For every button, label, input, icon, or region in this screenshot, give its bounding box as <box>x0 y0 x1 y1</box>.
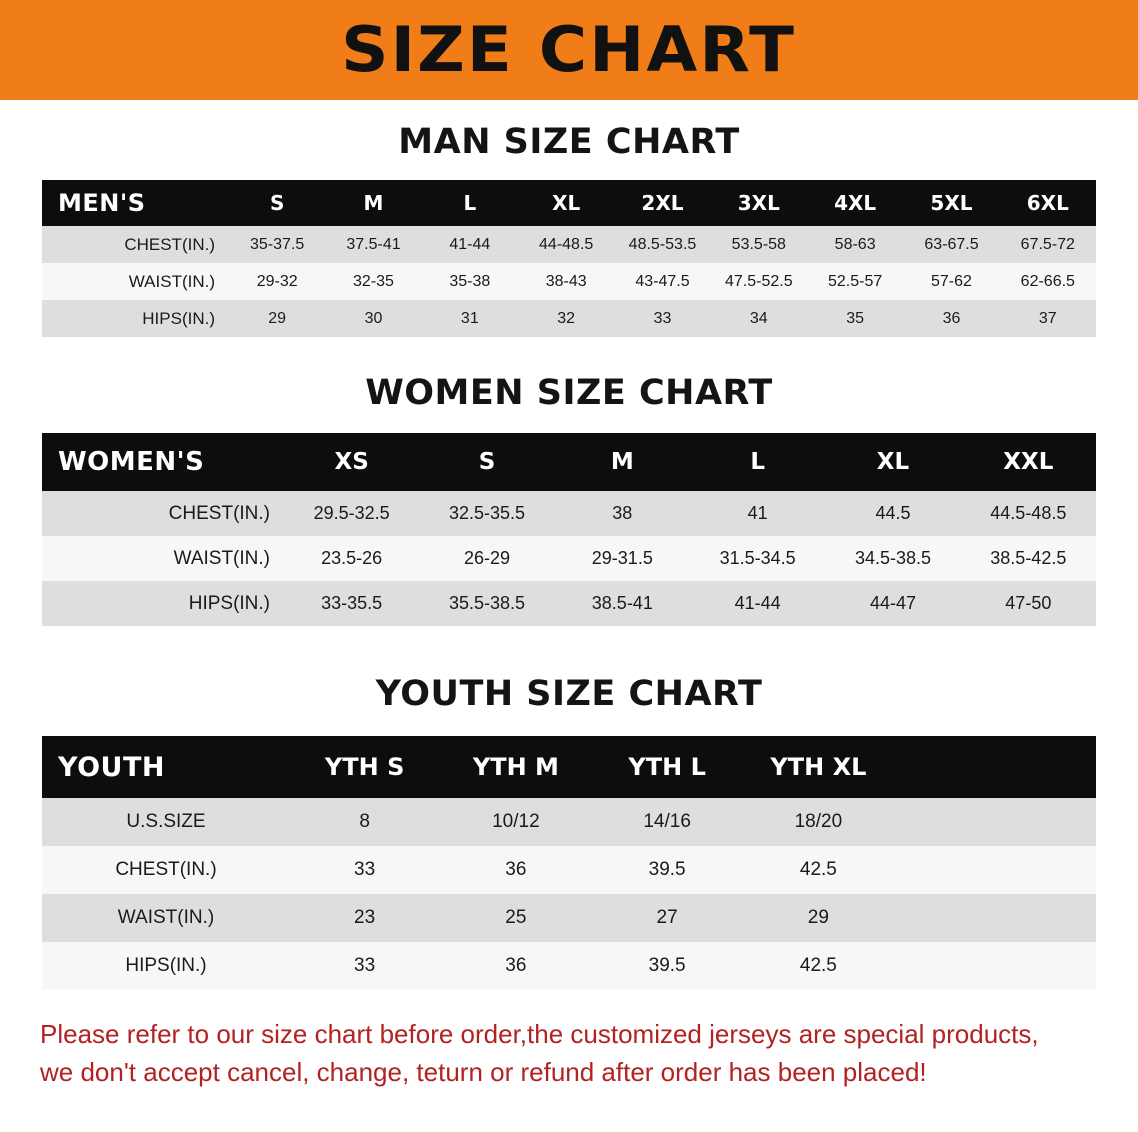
cell: 37.5-41 <box>325 226 421 263</box>
women-corner-header: WOMEN'S <box>42 433 284 491</box>
row-label: WAIST(IN.) <box>42 536 284 581</box>
table-header-row <box>42 180 1096 226</box>
cell: 36 <box>903 300 999 337</box>
cell: 48.5-53.5 <box>614 226 710 263</box>
man-size-header: 4XL <box>807 180 903 226</box>
cell: 41-44 <box>690 581 825 626</box>
youth-size-header: YTH M <box>440 736 591 798</box>
row-label: CHEST(IN.) <box>42 491 284 536</box>
table-row <box>42 894 1096 942</box>
cell: 30 <box>325 300 421 337</box>
cell: 37 <box>1000 300 1096 337</box>
women-size-header: XL <box>825 433 960 491</box>
disclaimer-note <box>40 1016 1098 1091</box>
cell: 10/12 <box>440 798 591 846</box>
cell: 33 <box>289 942 440 990</box>
table-row <box>42 846 1096 894</box>
cell: 35.5-38.5 <box>419 581 554 626</box>
table-row <box>42 300 1096 337</box>
cell: 29-32 <box>229 263 325 300</box>
table-row <box>42 491 1096 536</box>
cell: 41 <box>690 491 825 536</box>
table-header-row <box>42 433 1096 491</box>
cell: 26-29 <box>419 536 554 581</box>
man-size-header: XL <box>518 180 614 226</box>
cell: 35 <box>807 300 903 337</box>
table-row <box>42 263 1096 300</box>
women-size-header: XS <box>284 433 419 491</box>
row-label: U.S.SIZE <box>42 798 289 846</box>
youth-size-table <box>42 736 1096 990</box>
cell: 53.5-58 <box>711 226 807 263</box>
man-corner-header: MEN'S <box>42 180 229 226</box>
youth-size-header: YTH XL <box>743 736 894 798</box>
women-table-wrap <box>42 433 1096 626</box>
cell: 42.5 <box>743 942 894 990</box>
cell: 14/16 <box>592 798 743 846</box>
cell: 33 <box>614 300 710 337</box>
cell: 31.5-34.5 <box>690 536 825 581</box>
cell: 36 <box>440 846 591 894</box>
cell: 18/20 <box>743 798 894 846</box>
man-size-header: S <box>229 180 325 226</box>
youth-corner-header: YOUTH <box>42 736 289 798</box>
cell: 38.5-42.5 <box>961 536 1096 581</box>
row-label: WAIST(IN.) <box>42 894 289 942</box>
cell: 44-47 <box>825 581 960 626</box>
cell: 34.5-38.5 <box>825 536 960 581</box>
table-row <box>42 226 1096 263</box>
cell: 27 <box>592 894 743 942</box>
cell: 63-67.5 <box>903 226 999 263</box>
table-row <box>42 581 1096 626</box>
man-section-title: MAN SIZE CHART <box>398 122 740 162</box>
women-section-title: WOMEN SIZE CHART <box>365 373 773 413</box>
table-header-row <box>42 736 1096 798</box>
cell: 42.5 <box>743 846 894 894</box>
cell-empty <box>894 894 1096 942</box>
women-size-header: M <box>555 433 690 491</box>
youth-table-wrap <box>42 736 1096 990</box>
cell: 41-44 <box>422 226 518 263</box>
cell-empty <box>894 942 1096 990</box>
youth-spacer-header <box>894 736 1096 798</box>
cell: 29 <box>743 894 894 942</box>
cell: 52.5-57 <box>807 263 903 300</box>
cell: 35-37.5 <box>229 226 325 263</box>
cell: 38-43 <box>518 263 614 300</box>
cell: 33-35.5 <box>284 581 419 626</box>
disclaimer-line-2: we don't accept cancel, change, teturn or refund after order has been placed! <box>40 1056 927 1087</box>
cell: 36 <box>440 942 591 990</box>
row-label: HIPS(IN.) <box>42 300 229 337</box>
cell: 44.5 <box>825 491 960 536</box>
cell: 38.5-41 <box>555 581 690 626</box>
man-table-wrap <box>42 180 1096 337</box>
man-size-table <box>42 180 1096 337</box>
cell: 47-50 <box>961 581 1096 626</box>
cell: 32 <box>518 300 614 337</box>
cell: 43-47.5 <box>614 263 710 300</box>
table-row <box>42 536 1096 581</box>
man-size-header: 3XL <box>711 180 807 226</box>
cell: 31 <box>422 300 518 337</box>
cell: 29 <box>229 300 325 337</box>
cell: 67.5-72 <box>1000 226 1096 263</box>
cell: 29-31.5 <box>555 536 690 581</box>
women-size-header: XXL <box>961 433 1096 491</box>
cell: 58-63 <box>807 226 903 263</box>
man-size-header: 6XL <box>1000 180 1096 226</box>
cell: 33 <box>289 846 440 894</box>
row-label: CHEST(IN.) <box>42 846 289 894</box>
cell: 44-48.5 <box>518 226 614 263</box>
man-size-header: M <box>325 180 421 226</box>
cell: 32-35 <box>325 263 421 300</box>
youth-size-header: YTH S <box>289 736 440 798</box>
page-title: SIZE CHART <box>341 13 797 86</box>
row-label: HIPS(IN.) <box>42 581 284 626</box>
cell: 39.5 <box>592 846 743 894</box>
cell: 32.5-35.5 <box>419 491 554 536</box>
cell-empty <box>894 798 1096 846</box>
header-banner <box>0 0 1138 100</box>
cell: 23 <box>289 894 440 942</box>
youth-section-title: YOUTH SIZE CHART <box>375 674 763 714</box>
man-size-header: 5XL <box>903 180 999 226</box>
cell: 57-62 <box>903 263 999 300</box>
table-row <box>42 942 1096 990</box>
row-label: WAIST(IN.) <box>42 263 229 300</box>
man-size-header: L <box>422 180 518 226</box>
cell: 8 <box>289 798 440 846</box>
women-size-header: L <box>690 433 825 491</box>
table-row <box>42 798 1096 846</box>
cell: 39.5 <box>592 942 743 990</box>
cell: 34 <box>711 300 807 337</box>
cell: 25 <box>440 894 591 942</box>
cell-empty <box>894 846 1096 894</box>
cell: 29.5-32.5 <box>284 491 419 536</box>
row-label: CHEST(IN.) <box>42 226 229 263</box>
cell: 47.5-52.5 <box>711 263 807 300</box>
man-size-header: 2XL <box>614 180 710 226</box>
youth-size-header: YTH L <box>592 736 743 798</box>
cell: 23.5-26 <box>284 536 419 581</box>
women-size-table <box>42 433 1096 626</box>
disclaimer-line-1: Please refer to our size chart before order,the customized jerseys are special products, <box>40 1019 1039 1049</box>
cell: 35-38 <box>422 263 518 300</box>
cell: 38 <box>555 491 690 536</box>
row-label: HIPS(IN.) <box>42 942 289 990</box>
women-size-header: S <box>419 433 554 491</box>
cell: 44.5-48.5 <box>961 491 1096 536</box>
cell: 62-66.5 <box>1000 263 1096 300</box>
